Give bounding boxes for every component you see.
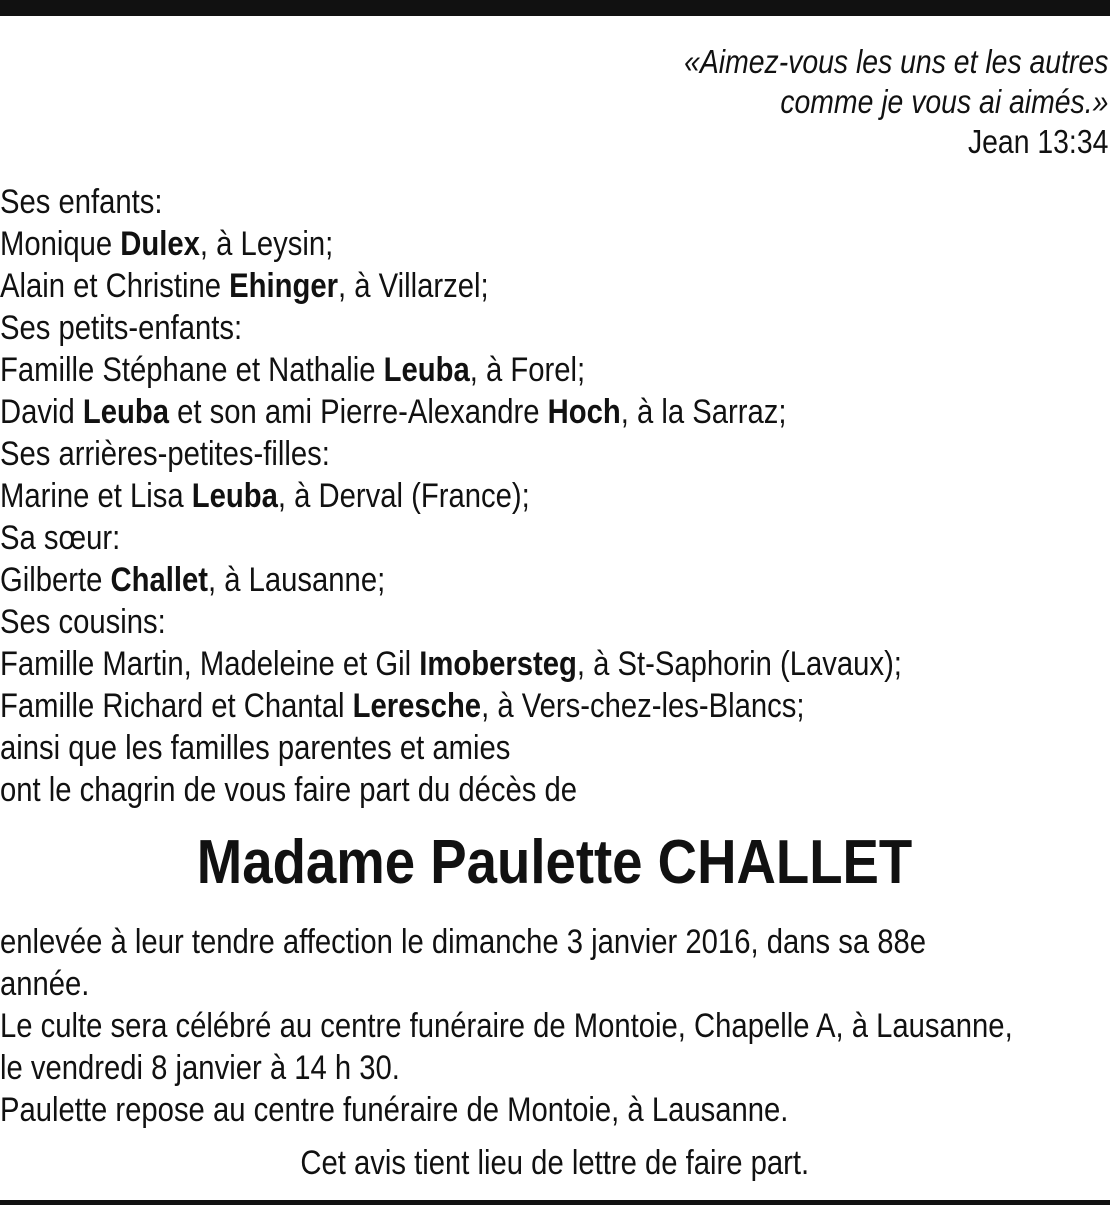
place: , à Leysin; [199,225,334,263]
heading-cousins: Ses cousins: [0,603,166,641]
place: , à la Sarraz; [620,393,787,431]
family-line-leuba-stephane [0,349,902,391]
heading-children: Ses enfants: [0,183,163,221]
details-line-4: le vendredi 8 janvier à 14 h 30. [0,1049,400,1087]
epigraph-quote [684,42,1108,162]
heading-sister: Sa sœur: [0,519,121,557]
surname: Leuba [82,393,169,431]
closing-note [0,1142,1110,1184]
given-names: Famille Stéphane et Nathalie [0,351,384,389]
family-line-leresche [0,685,902,727]
given-names: Gilberte [0,561,111,599]
details-line-2: année. [0,965,90,1003]
given-names: Monique [0,225,121,263]
given-names: Famille Martin, Madeleine et Gil [0,645,420,683]
surname: Leuba [191,477,278,515]
place: , à Lausanne; [207,561,386,599]
heading-grandchildren: Ses petits-enfants: [0,309,243,347]
given-names: Alain et Christine [0,267,230,305]
relatives-line: ainsi que les familles parentes et amies [0,729,511,767]
details-line-1: enlevée à leur tendre affection le dimanche 3 janvier 2016, dans sa 88e [0,923,927,961]
heading-great-granddaughters: Ses arrières-petites-filles: [0,435,330,473]
given-names: Famille Richard et Chantal [0,687,353,725]
family-line-dulex [0,223,902,265]
place: , à Forel; [469,351,586,389]
surname: Ehinger [229,267,339,305]
epigraph-reference: Jean 13:34 [967,123,1108,160]
family-line-leuba-david [0,391,902,433]
surname: Dulex [120,225,200,263]
family-line-imobersteg [0,643,902,685]
details-line-3: Le culte sera célébré au centre funéraire de Montoie, Chapelle A, à Lausanne, [0,1007,1013,1045]
bottom-border-rule [0,1200,1110,1205]
surname: Leuba [383,351,470,389]
surname: Leresche [352,687,482,725]
place: , à Vers-chez-les-Blancs; [481,687,805,725]
given-names: David [0,393,83,431]
place: , à Derval (France); [277,477,530,515]
closing-text: Cet avis tient lieu de lettre de faire part. [300,1144,810,1182]
top-border-rule [0,0,1110,16]
place: , à Villarzel; [338,267,489,305]
announcement-line: ont le chagrin de vous faire part du décès de [0,771,578,809]
deceased-name: Madame Paulette CHALLET [197,828,913,897]
details-paragraph [0,921,1013,1131]
epigraph-line-1: «Aimez-vous les uns et les autres [683,43,1108,80]
surname: Imobersteg [419,645,577,683]
given-names: et son ami Pierre-Alexandre [168,393,548,431]
family-list [0,181,902,811]
place: , à St-Saphorin (Lavaux); [576,645,902,683]
family-line-challet [0,559,902,601]
epigraph-line-2: comme je vous ai aimés.» [779,83,1108,120]
surname: Challet [110,561,208,599]
given-names: Marine et Lisa [0,477,192,515]
family-line-leuba-marine [0,475,902,517]
deceased-name-heading [0,826,1110,900]
family-line-ehinger [0,265,902,307]
surname: Hoch [547,393,621,431]
details-line-5: Paulette repose au centre funéraire de Montoie, à Lausanne. [0,1091,789,1129]
